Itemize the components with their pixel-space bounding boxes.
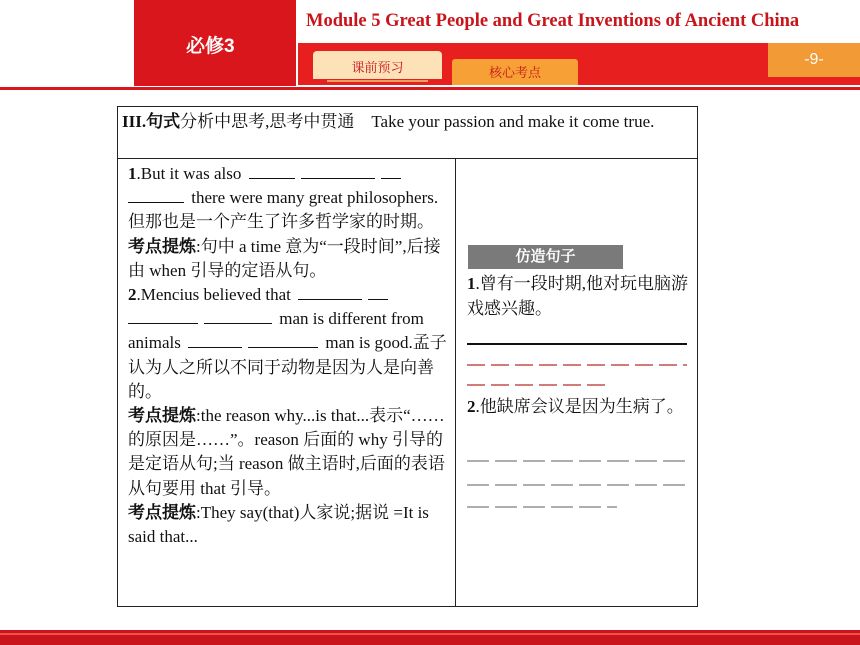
note-text: :the reason why...is that...表示“……的原因是……”。reason 后面的 why 引导的是定语从句;当 reason 做主语时,后面的表语从句要用 that 引导。	[128, 406, 445, 498]
sentence-column	[118, 159, 456, 606]
fill-blank[interactable]	[249, 164, 295, 179]
item-1	[128, 162, 449, 235]
footer-bar	[0, 630, 860, 645]
tab-key-points[interactable]: 核心考点	[452, 59, 578, 85]
fill-blank[interactable]	[204, 309, 272, 324]
module-title: Module 5 Great People and Great Inventions of Ancient China	[306, 11, 800, 31]
fill-blank[interactable]	[188, 333, 242, 348]
imitation-sentence-1	[467, 272, 689, 321]
item-number: 2	[128, 285, 137, 305]
fill-blank[interactable]	[298, 285, 362, 300]
fill-blank[interactable]	[128, 188, 184, 203]
imitation-column	[457, 159, 697, 606]
faded-answer-ink	[467, 457, 687, 467]
header-rule	[0, 87, 860, 90]
note-2	[128, 404, 449, 501]
faded-answer-ink	[467, 361, 687, 371]
book-label: 必修3	[186, 36, 235, 57]
note-label: 考点提炼	[128, 502, 196, 522]
item-text: man is different from animals	[128, 309, 424, 353]
note-label: 考点提炼	[128, 236, 196, 256]
item-text: .Mencius believed that	[136, 285, 291, 305]
fill-blank[interactable]	[368, 285, 388, 300]
page-number: -9-	[768, 43, 860, 77]
fill-blank[interactable]	[248, 333, 318, 348]
faded-answer-ink	[467, 503, 687, 513]
fill-blank[interactable]	[301, 164, 375, 179]
item-number: 2	[467, 397, 476, 416]
faded-answer-ink	[467, 481, 687, 491]
item-text: there were many great philosophers.但那也是一个产生了许多哲学家的时期。	[128, 188, 439, 232]
exercise-box	[117, 106, 698, 607]
book-label-block	[134, 0, 296, 86]
item-text: man is good.孟子认为人之所以不同于动物是因为人是向善的。	[128, 333, 447, 401]
note-1	[128, 235, 449, 283]
fill-blank[interactable]	[381, 164, 401, 179]
fill-blank[interactable]	[128, 309, 198, 324]
imitation-badge: 仿造句子	[468, 245, 623, 269]
item-number: 1	[467, 274, 476, 293]
item-text: .他缺席会议是因为生病了。	[475, 397, 684, 416]
section-heading-label: III.句式	[122, 112, 181, 131]
note-text: :句中 a time 意为“一段时间”,后接由 when 引导的定语从句。	[128, 236, 441, 280]
note-3	[128, 501, 449, 549]
item-2	[128, 283, 449, 404]
item-text: .曾有一段时期,他对玩电脑游戏感兴趣。	[467, 274, 688, 318]
faded-answer-ink	[467, 381, 687, 391]
answer-line[interactable]	[467, 343, 687, 345]
item-number: 1	[128, 164, 137, 183]
item-text: .But it was also	[136, 164, 242, 183]
note-label: 考点提炼	[128, 406, 196, 426]
section-heading-en: Take your passion and make it come true.	[371, 112, 655, 131]
section-heading	[118, 107, 697, 159]
section-heading-cn: 分析中思考,思考中贯通	[180, 112, 355, 131]
note-text: :They say(that)人家说;据说 =It is said that...	[128, 502, 429, 547]
imitation-sentence-2	[467, 395, 689, 420]
tab-preview[interactable]: 课前预习	[313, 51, 442, 79]
